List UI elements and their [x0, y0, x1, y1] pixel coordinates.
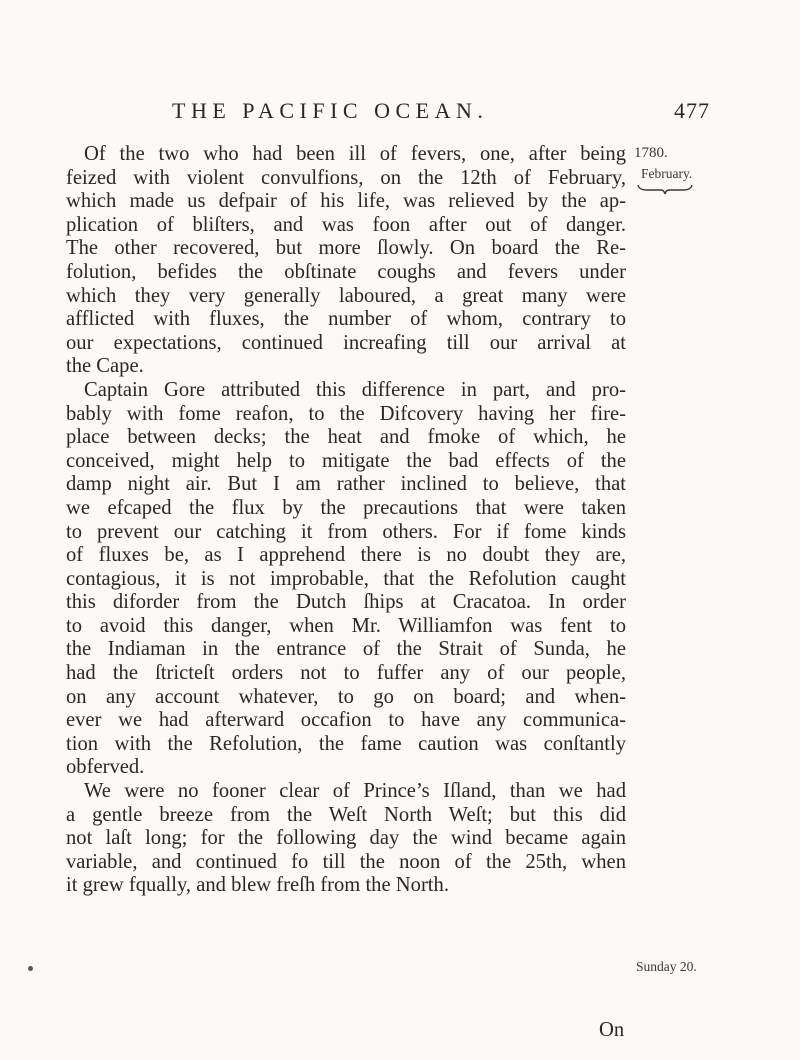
text-line: had the ſtricteſt orders not to fuffer any of our people,	[66, 662, 626, 685]
text-line: conceived, might help to mitigate the bad effects of the	[66, 449, 626, 472]
text-line: plication of bliſters, and was foon after out of danger.	[66, 213, 626, 236]
text-line: Captain Gore attributed this difference in part, and pro-	[84, 378, 626, 401]
text-line: the Cape.	[66, 355, 144, 378]
text-line: afflicted with fluxes, the number of whom, contrary to	[66, 308, 626, 331]
text-line: Of the two who had been ill of fevers, one, after being	[84, 143, 626, 165]
text-line: our expectations, continued increafing till our arrival at	[66, 331, 626, 354]
margin-dot	[28, 966, 33, 971]
text-line: place between decks; the heat and fmoke of which, he	[66, 426, 626, 449]
text-line: which made us defpair of his life, was relieved by the ap-	[66, 190, 626, 213]
text-line: we efcaped the flux by the precautions that were taken	[66, 496, 626, 519]
margin-brace	[637, 183, 693, 195]
text-line: folution, befides the obſtinate coughs and fevers under	[66, 260, 626, 283]
text-line: it grew fqually, and blew freſh from the North.	[66, 874, 449, 897]
text-line: bably with fome reafon, to the Difcovery having her fire-	[66, 402, 626, 425]
text-line: variable, and continued fo till the noon of the 25th, when	[66, 850, 626, 873]
page-number: 477	[674, 98, 710, 123]
text-line: this diforder from the Dutch ſhips at Cracatoa. In order	[66, 591, 626, 614]
text-line: obferved.	[66, 756, 145, 779]
text-line: which they very generally laboured, a great many were	[66, 284, 626, 307]
catchword: On	[599, 1019, 625, 1041]
text-line: feized with violent convulfions, on the 12th of February,	[66, 166, 626, 189]
running-title: THE PACIFIC OCEAN.	[172, 98, 489, 123]
text-line: of fluxes be, as I apprehend there is no doubt they are,	[66, 544, 626, 567]
text-line: not laſt long; for the following day the wind became again	[66, 827, 626, 850]
text-line: The other recovered, but more ſlowly. On board the Re-	[66, 237, 626, 260]
margin-note-month: February.	[641, 166, 693, 181]
body-text	[66, 143, 626, 898]
margin-note-year: 1780.	[634, 145, 668, 161]
text-line: ever we had afterward occafion to have any communica-	[66, 709, 626, 732]
text-line: to prevent our catching it from others. For if fome kinds	[66, 520, 626, 543]
text-line: on any account whatever, to go on board; and when-	[66, 685, 626, 708]
text-line: to avoid this danger, when Mr. Williamfon was fent to	[66, 614, 626, 637]
margin-note-day: Sunday 20.	[636, 959, 697, 974]
text-line: contagious, it is not improbable, that the Refolution caught	[66, 567, 626, 590]
text-line: the Indiaman in the entrance of the Strait of Sunda, he	[66, 638, 626, 661]
text-line: We were no fooner clear of Prince’s Iſland, than we had	[84, 780, 626, 803]
text-line: tion with the Refolution, the fame caution was conſtantly	[66, 732, 626, 755]
text-line: damp night air. But I am rather inclined to believe, that	[66, 473, 626, 496]
text-line: a gentle breeze from the Weſt North Weſt; but this did	[66, 803, 626, 826]
